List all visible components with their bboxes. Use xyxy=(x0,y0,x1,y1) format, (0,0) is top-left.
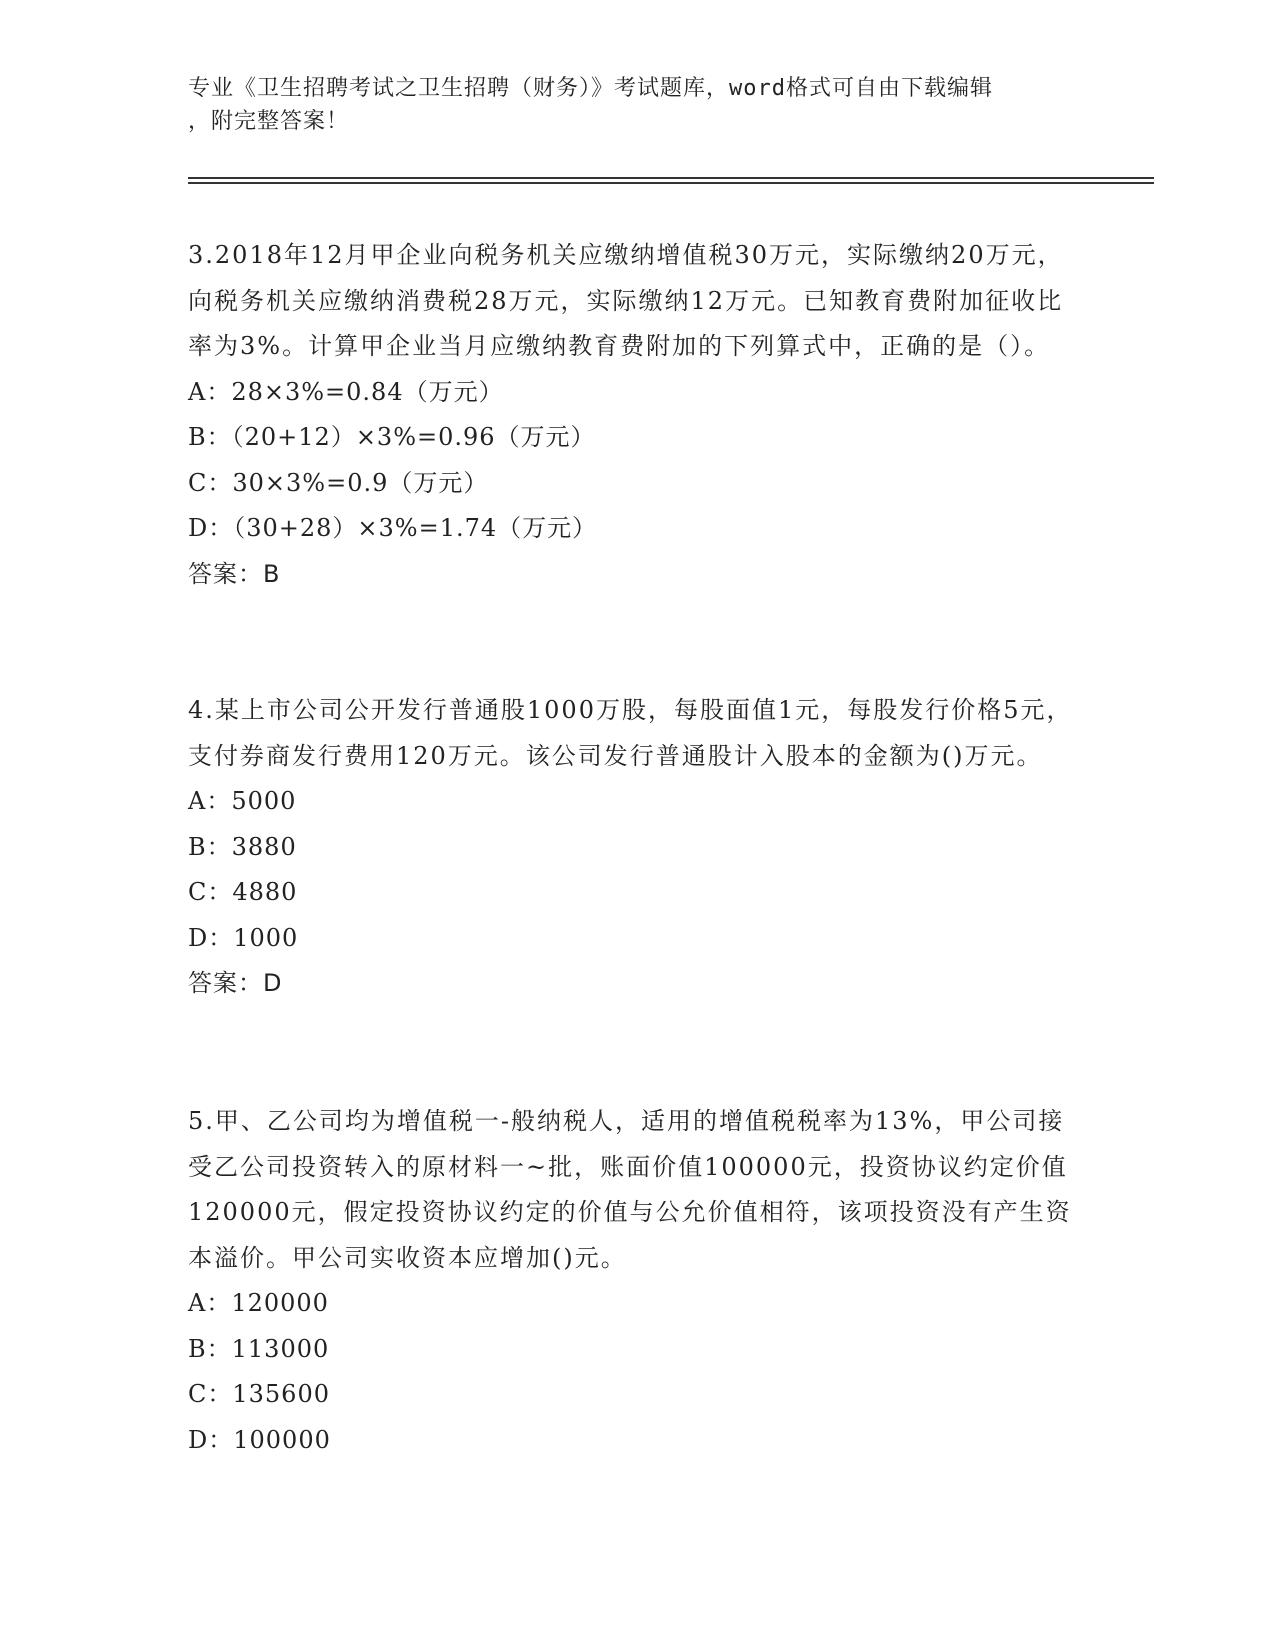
document-header xyxy=(188,72,1088,138)
option-a: A：120000 xyxy=(188,1289,329,1317)
question-5 xyxy=(188,1099,1088,1463)
question-4 xyxy=(188,688,1088,1007)
option-d: D：1000 xyxy=(188,923,299,952)
option-c: C：30×3%=0.9（万元） xyxy=(188,468,489,497)
header-title-line-2: ，附完整答案！ xyxy=(188,109,350,134)
header-title-line-1: 专业《卫生招聘考试之卫生招聘（财务）》考试题库，word格式可自由下载编辑 xyxy=(188,76,993,101)
header-divider-bottom xyxy=(188,182,1154,184)
option-a: A：28×3%=0.84（万元） xyxy=(188,377,504,406)
option-b: B：113000 xyxy=(188,1334,330,1363)
option-b: B：（20+12）×3%=0.96（万元） xyxy=(188,423,596,451)
option-c: C：4880 xyxy=(188,878,298,906)
answer-label: 答案：B xyxy=(188,559,281,588)
question-stem: 3.2018年12月甲企业向税务机关应缴纳增值税30万元，实际缴纳20万元，向税务机关应缴纳消费税28万元，实际缴纳12万元。已知教育费附加征收比率为3%。计算甲企业当月应缴纳教育费附加的下列算式中，正确的是（）。 xyxy=(188,241,1064,360)
answer-label: 答案：D xyxy=(188,969,283,997)
option-d: D：100000 xyxy=(188,1425,331,1454)
option-c: C：135600 xyxy=(188,1380,330,1408)
option-b: B：3880 xyxy=(188,832,297,861)
option-d: D：（30+28）×3%=1.74（万元） xyxy=(188,514,598,542)
option-a: A：5000 xyxy=(188,787,297,815)
question-stem: 4.某上市公司公开发行普通股1000万股，每股面值1元，每股发行价格5元，支付券商发行费用120万元。该公司发行普通股计入股本的金额为()万元。 xyxy=(188,696,1073,770)
question-stem: 5.甲、乙公司均为增值税一-般纳税人，适用的增值税税率为13%，甲公司接受乙公司投资转入的原材料一~批，账面价值100000元，投资协议约定价值120000元，假定投资协议约定的价值与公允价值相符，该项投资没有产生资本溢价。甲公司实收资本应增加()元。 xyxy=(188,1107,1072,1272)
header-divider-top xyxy=(188,177,1154,179)
question-3 xyxy=(188,233,1088,597)
